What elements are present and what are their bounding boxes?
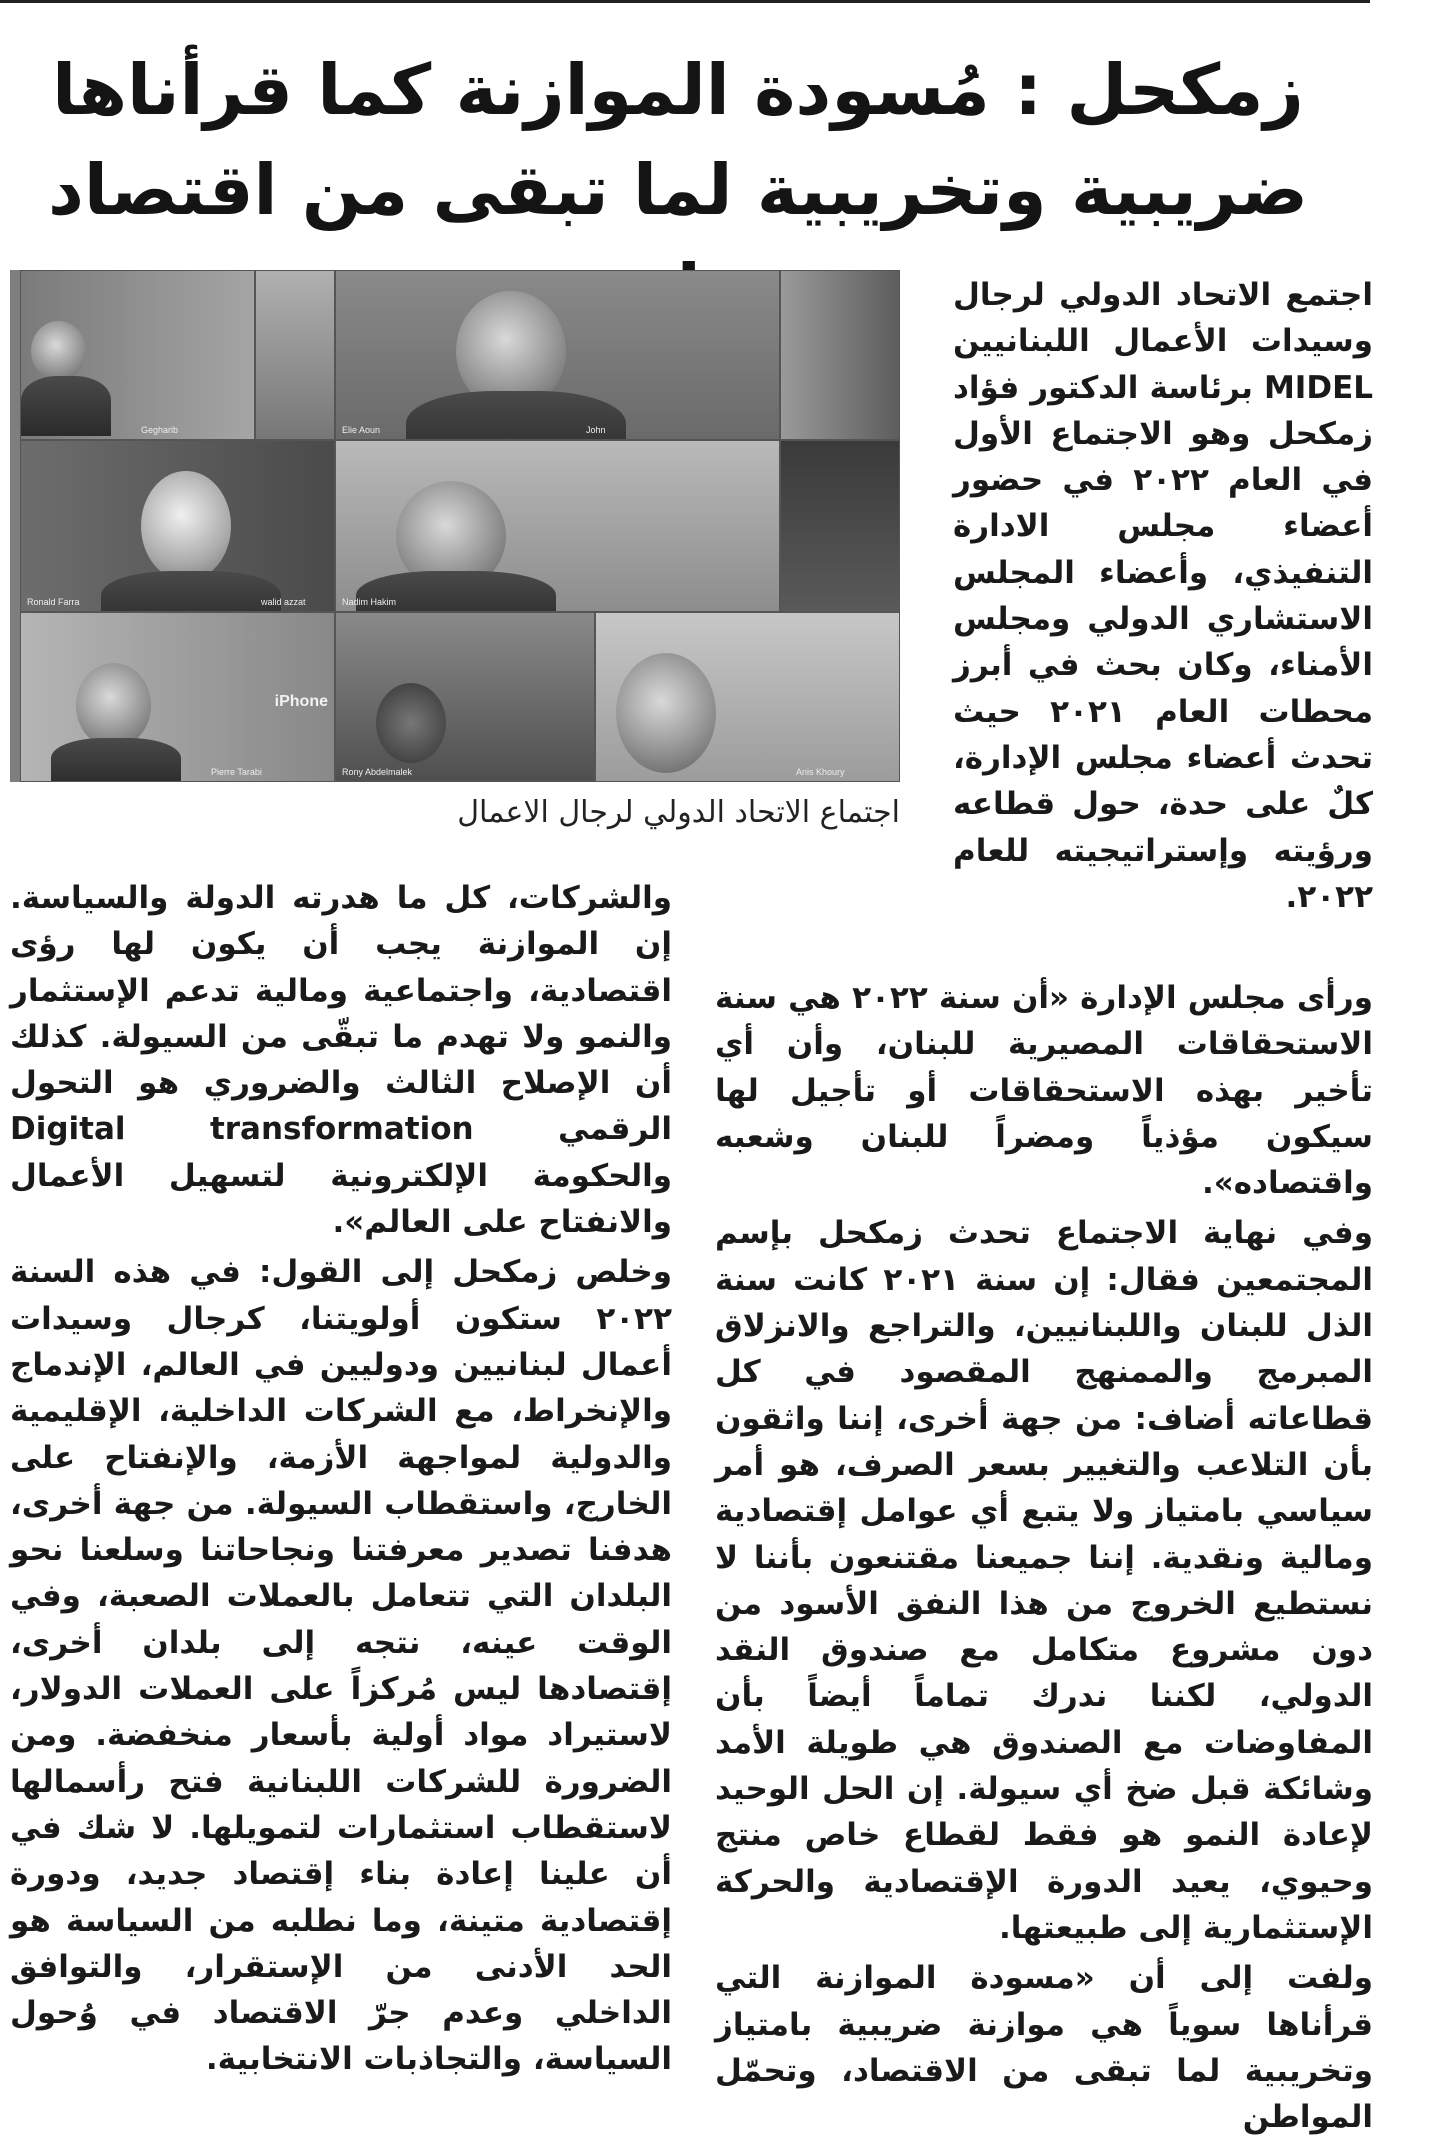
device-label: iPhone xyxy=(274,693,328,710)
participant-name: Anis Khoury xyxy=(796,767,845,777)
paragraph: ولفت إلى أن «مسودة الموازنة التي قرأناها سوياً هي موازنة ضريبية بامتياز وتخريبية لما تبقى من الاقتصاد، وتحمّل المواطن xyxy=(715,1960,1373,2136)
participant-name: walid azzat xyxy=(261,597,306,607)
paragraph: ورأى مجلس الإدارة «أن سنة ٢٠٢٢ هي سنة الاستحقاقات المصيرية للبنان، وأن أي تأخير بهذه الاستحقاقات أو تأجيل لها سيكون مؤذياً ومضراً للبنان وشعبه واقتصاده». xyxy=(715,980,1373,1202)
video-tile xyxy=(335,612,595,782)
participant-name: Gegharib xyxy=(141,425,179,435)
headline-line-1: زمكحل : مُسودة الموازنة كما قرأناها xyxy=(52,49,1304,131)
video-tile xyxy=(20,270,255,440)
video-tile xyxy=(780,270,900,440)
meeting-photo xyxy=(10,270,900,782)
article-column-right-bottom xyxy=(715,975,1373,2144)
participant-name: John xyxy=(586,425,606,435)
top-rule xyxy=(0,0,1370,3)
paragraph: وخلص زمكحل إلى القول: في هذه السنة ٢٠٢٢ ستكون أولويتنا، كرجال وسيدات أعمال لبنانيين ودوليين في العالم، الإندماج والإنخراط، مع الشركات الداخلية، الإقليمية والدولية لمواجهة الأزمة، والإنفتاح على الخارج، واستقطاب السيولة. من جهة أخرى، هدفنا تصدير معرفتنا ونجاحاتنا وسلعنا نحو البلدان التي تتعامل بالعملات الصعبة، وفي الوقت عينه، نتجه إلى بلدان أخرى، إقتصادها ليس مُركزاً على العملات الدولار، لاستيراد مواد أولية بأسعار منخفضة. ومن الضرورة للشركات اللبنانية فتح رأسمالها لاستقطاب استثمارات لتمويلها. لا شك في أن علينا إعادة بناء إقتصاد جديد، ودورة إقتصادية متينة، وما نطلبه من السياسة هو الحد الأدنى من الإستقرار، والتوافق الداخلي وعدم جرّ الاقتصاد في وُحول السياسة، والتجاذبات الانتخابية. xyxy=(10,1254,672,2078)
participant-name: Pierre Tarabi xyxy=(211,767,262,777)
participant-name: Ronald Farra xyxy=(27,597,80,607)
article-column-right-top xyxy=(953,272,1373,924)
photo-caption: اجتماع الاتحاد الدولي لرجال الاعمال xyxy=(457,795,900,830)
video-tile xyxy=(255,270,335,440)
video-tile xyxy=(595,612,900,782)
video-tile xyxy=(335,270,780,440)
paragraph: اجتمع الاتحاد الدولي لرجال وسيدات الأعمال اللبنانيين MIDEL برئاسة الدكتور فؤاد زمكحل وهو الاجتماع الأول في العام ٢٠٢٢ في حضور أعضاء مجلس الادارة التنفيذي، وأعضاء المجلس الاستشاري الدولي ومجلس الأمناء، وكان بحث في أبرز محطات العام ٢٠٢١ حيث تحدث أعضاء مجلس الإدارة، كلٌ على حدة، حول قطاعه ورؤيته وإستراتيجيته للعام ٢٠٢٢. xyxy=(953,277,1374,915)
video-tile xyxy=(20,612,335,782)
headline-line-2: ضريبية وتخريبية لما تبقى من اقتصاد xyxy=(47,149,1309,231)
paragraph: وفي نهاية الاجتماع تحدث زمكحل بإسم المجتمعين فقال: إن سنة ٢٠٢١ كانت سنة الذل للبنان واللبنانيين، والتراجع والانزلاق المبرمج والممنهج المقصود في كل قطاعاته أضاف: من جهة أخرى، إننا واثقون بأن التلاعب والتغيير بسعر الصرف، هو أمر سياسي بامتياز ولا يتبع أي عوامل إقتصادية ومالية ونقدية. إننا جميعنا مقتنعون بأننا لا نستطيع الخروج من هذا النفق الأسود من دون مشروع متكامل مع صندوق النقد الدولي، لكننا ندرك تماماً أيضاً بأن المفاوضات مع الصندوق هي طويلة الأمد وشائكة قبل ضخ أي سيولة. إن الحل الوحيد لإعادة النمو هو فقط لقطاع خاص منتج وحيوي، يعيد الدورة الإقتصادية والحركة الإستثمارية إلى طبيعتها. xyxy=(715,1215,1373,1946)
participant-name: Nadim Hakim xyxy=(342,597,397,607)
participant-name: Rony Abdelmalek xyxy=(342,767,413,777)
video-tile xyxy=(20,440,335,612)
video-tile xyxy=(780,440,900,612)
paragraph: والشركات، كل ما هدرته الدولة والسياسة. إن الموازنة يجب أن يكون لها رؤى اقتصادية، واجتماعية ومالية تدعم الإستثمار والنمو ولا تهدم ما تبقّى من السيولة. كذلك أن الإصلاح الثالث والضروري هو التحول الرقمي Digital transformation والحكومة الإلكترونية لتسهيل الأعمال والانفتاح على العالم». xyxy=(10,880,672,1241)
participant-name: Elie Aoun xyxy=(342,425,381,435)
video-tile xyxy=(335,440,780,612)
article-column-left xyxy=(10,875,672,2087)
